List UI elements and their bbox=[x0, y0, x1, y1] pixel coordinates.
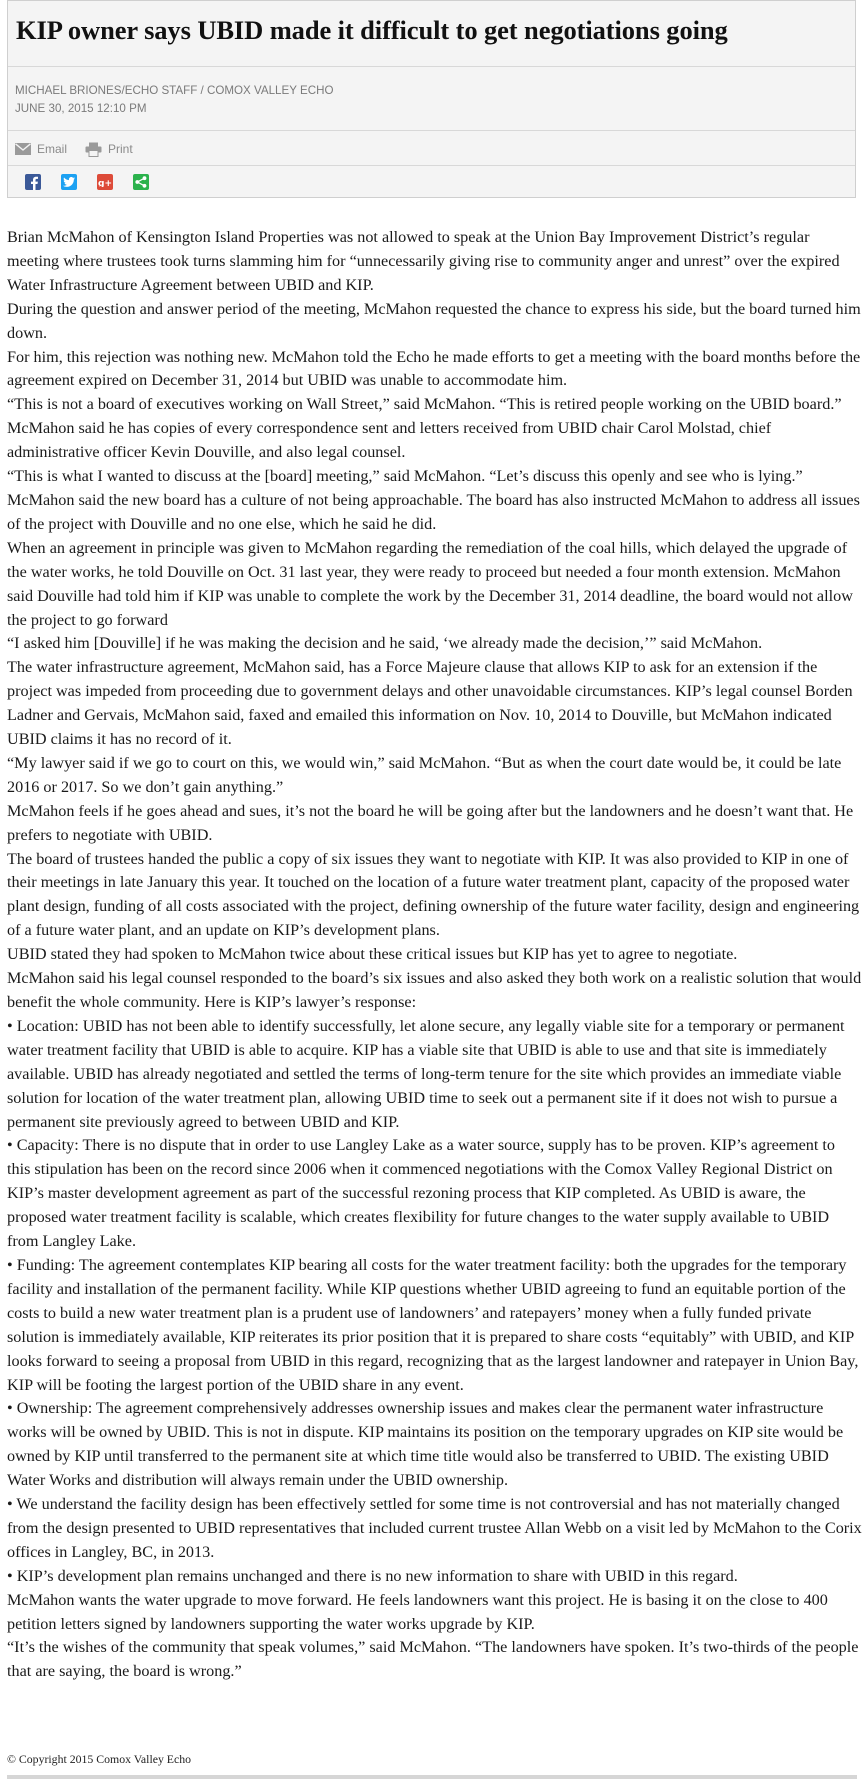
share-icon bbox=[135, 176, 147, 188]
share-bar bbox=[8, 165, 855, 198]
article-paragraph: For him, this rejection was nothing new. McMahon told the Echo he made efforts to get a meeting with the board months before the agreement expired on December 31, 2014 but UBID was unable to accommodate him. bbox=[7, 347, 861, 390]
article-paragraph: The board of trustees handed the public a copy of six issues they want to negotiate with KIP. It was also provided to KIP in one of their meetings in late January this year. It touched on the location of a future water treatment plant, capacity of the proposed water plant design, funding of all costs associated with the project, defining ownership of the future water facility, design and engineering of a future water plant, and an update on KIP’s development plans. bbox=[7, 849, 860, 940]
article-paragraph: Brian McMahon of Kensington Island Properties was not allowed to speak at the Union Bay Improvement District’s regular meeting where trustees took turns slamming him for “unnecessarily giving rise to community anger and unrest” over the expired Water Infrastructure Agreement between UBID and KIP. bbox=[7, 228, 840, 294]
article-paragraph: • KIP’s development plan remains unchanged and there is no new information to share with UBID in this regard. bbox=[7, 1566, 738, 1585]
article-paragraph: McMahon said the new board has a culture of not being approachable. The board has also instructed McMahon to address all issues of the project with Douville and no one else, which he said he did. bbox=[7, 490, 860, 533]
article-paragraph: “This is not a board of executives working on Wall Street,” said McMahon. “This is retired people working on the UBID board.” bbox=[7, 395, 842, 414]
twitter-icon bbox=[63, 177, 75, 187]
twitter-share-button[interactable] bbox=[61, 174, 77, 190]
article-header bbox=[7, 0, 856, 198]
article-paragraph: • We understand the facility design has been effectively settled for some time is not controversial and has not materially changed from the design presented to UBID representatives that included current trustee Allan Webb on a visit led by McMahon to the Corix offices in Langley, BC, in 2013. bbox=[7, 1495, 862, 1561]
article-paragraph: McMahon feels if he goes ahead and sues, it’s not the board he will be going after but the landowners and he doesn’t want that. He prefers to negotiate with UBID. bbox=[7, 801, 854, 844]
article-tools bbox=[15, 139, 151, 159]
article-paragraph: • Ownership: The agreement comprehensively addresses ownership issues and makes clear the permanent water infrastructure works will be owned by UBID. This is not in dispute. KIP maintains its position on the temporary upgrades on KIP site would be owned by KIP until transferred to the permanent site at which time title would also be transferred to UBID. The existing UBID Water Works and distribution will always remain under the UBID ownership. bbox=[7, 1399, 844, 1490]
print-label: Print bbox=[108, 142, 133, 156]
svg-text:g+: g+ bbox=[98, 179, 112, 187]
article-paragraph: The water infrastructure agreement, McMahon said, has a Force Majeure clause that allows KIP to ask for an extension if the project was impeded from proceeding due to government delays and other unavoidable circumstances. KIP’s legal counsel Borden Ladner and Gervais, McMahon said, faxed and emailed this information on Nov. 10, 2014 to Douville, but McMahon indicated UBID claims it has no record of it. bbox=[7, 658, 853, 749]
share-button[interactable] bbox=[133, 174, 149, 190]
google-plus-icon bbox=[98, 177, 112, 187]
byline-date: JUNE 30, 2015 12:10 PM bbox=[15, 102, 147, 115]
article-paragraph: “My lawyer said if we go to court on this, we would win,” said McMahon. “But as when the court date would be, it could be late 2016 or 2017. So we don’t gain anything.” bbox=[7, 753, 842, 796]
googleplus-share-button[interactable] bbox=[97, 174, 113, 190]
article-paragraph: UBID stated they had spoken to McMahon twice about these critical issues but KIP has yet to agree to negotiate. bbox=[7, 945, 738, 964]
print-button[interactable] bbox=[85, 142, 133, 157]
copyright: © Copyright 2015 Comox Valley Echo bbox=[7, 1752, 192, 1766]
article-paragraph: McMahon said he has copies of every correspondence sent and letters received from UBID chair Carol Molstad, chief administrative officer Kevin Douville, and also legal counsel. bbox=[7, 419, 772, 462]
byline bbox=[8, 67, 855, 131]
article-paragraph: • Funding: The agreement contemplates KIP bearing all costs for the water treatment facility: both the upgrades for the temporary facility and installation of the permanent facility. While KIP questions whether UBID agreeing to fund an equitable portion of the costs to build a new water treatment plan is a prudent use of landowners’ and ratepayers’ money when a fully funded private solution is immediately available, KIP reiterates its prior position that it is prepared to share costs “equitably” with UBID, and KIP looks forward to seeing a proposal from UBID in this regard, recognizing that as the largest landowner and ratepayer in Union Bay, KIP will be footing the largest portion of the UBID share in any event. bbox=[7, 1255, 859, 1394]
article-paragraph: “I asked him [Douville] if he was making the decision and he said, ‘we already made the decision,’” said McMahon. bbox=[7, 634, 763, 653]
footer-divider bbox=[7, 1775, 857, 1779]
email-button[interactable] bbox=[15, 142, 67, 156]
email-icon bbox=[15, 143, 31, 155]
email-label: Email bbox=[37, 142, 68, 156]
article-paragraph: “This is what I wanted to discuss at the [board] meeting,” said McMahon. “Let’s discuss this openly and see who is lying.” bbox=[7, 467, 803, 486]
article-body bbox=[7, 226, 862, 1684]
print-icon bbox=[85, 142, 102, 157]
article-paragraph: During the question and answer period of the meeting, McMahon requested the chance to express his side, but the board turned him down. bbox=[7, 299, 861, 342]
article-paragraph: McMahon said his legal counsel responded to the board’s six issues and also asked they both work on a realistic solution that would benefit the whole community. Here is KIP’s lawyer’s response: bbox=[7, 969, 862, 1011]
facebook-icon bbox=[25, 174, 41, 190]
article-paragraph: When an agreement in principle was given to McMahon regarding the remediation of the coal hills, which delayed the upgrade of the water works, he told Douville on Oct. 31 last year, they were ready to proceed but needed a four month extension. McMahon said Douville had told him if KIP was unable to complete the work by the December 31, 2014 deadline, the board would not allow the project to go forward bbox=[7, 538, 853, 629]
headline: KIP owner says UBID made it difficult to get negotiations going bbox=[8, 1, 855, 67]
byline-author: MICHAEL BRIONES/ECHO STAFF / COMOX VALLEY ECHO bbox=[15, 84, 334, 97]
facebook-share-button[interactable] bbox=[25, 174, 41, 190]
article-paragraph: • Location: UBID has not been able to identify successfully, let alone secure, any legally viable site for a temporary or permanent water treatment facility that UBID is able to acquire. KIP has a viable site that UBID is able to use and that site is immediately available. UBID has already negotiated and settled the terms of long-term tenure for the site which provides an immediate viable solution for location of the water treatment plan, allowing UBID time to seek out a permanent site if it does not wish to pursue a permanent site previously agreed to between UBID and KIP. bbox=[7, 1016, 845, 1131]
article-paragraph: McMahon wants the water upgrade to move forward. He feels landowners want this project. He is basing it on the close to 400 petition letters signed by landowners supporting the water works upgrade by KIP. bbox=[7, 1590, 828, 1633]
article-paragraph: “It’s the wishes of the community that speak volumes,” said McMahon. “The landowners have spoken. It’s two-thirds of the people that are saying, the board is wrong.” bbox=[7, 1638, 859, 1681]
article-paragraph: • Capacity: There is no dispute that in order to use Langley Lake as a water source, supply has to be proven. KIP’s agreement to this stipulation has been on the record since 2006 when it commenced negotiations with the Comox Valley Regional District on KIP’s master development agreement as part of the successful rezoning process that KIP completed. As UBID is aware, the proposed water treatment facility is scalable, which creates flexibility for future changes to the water supply available to UBID from Langley Lake. bbox=[7, 1136, 835, 1251]
